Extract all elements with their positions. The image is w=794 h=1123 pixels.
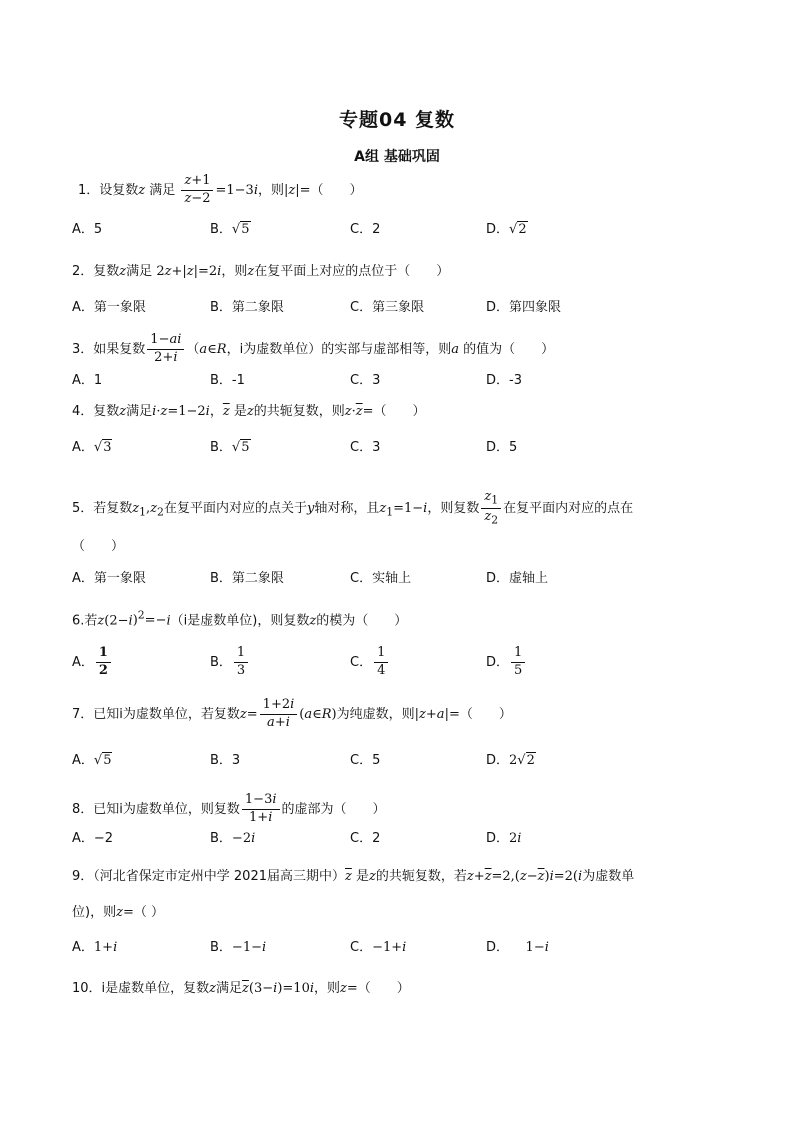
question-6: 6.若$z(2-i)^2=-i(i$是虚数单位)，则复数z的模为（ ）	[72, 609, 408, 629]
question-number: 4．	[72, 404, 94, 419]
option-a[interactable]: A．−2	[72, 831, 114, 846]
question-2: 2．复数z满足 2z+|z|=2i，则z在复平面上对应的点位于（ ）	[72, 264, 450, 279]
question-8-options	[72, 829, 732, 853]
option-b[interactable]: B．√5	[210, 222, 250, 237]
option-b[interactable]: B．第二象限	[210, 571, 284, 586]
question-8: 8．已知i为虚数单位，则复数 $\frac{1-3i}{1+i}$ 的虚部为（ ）	[72, 792, 386, 825]
question-6-options	[72, 645, 732, 678]
option-c[interactable]: C．实轴上	[350, 571, 412, 586]
question-1: 1．设复数z 满足 $\frac{z+1}{z-2}$ =1−3i，则|z|=（ ）	[78, 173, 363, 206]
option-b[interactable]: B．-1	[210, 373, 245, 388]
question-9: 9．（河北省保定市定州中学 2021届高三期中）$\overline{z}$ 是z的共轭复数，若$z+\overline{z}=2,(z-\overline{z})i=2(i$为虚数单	[72, 869, 635, 884]
option-c[interactable]: C．5	[350, 753, 381, 768]
question-number: 2．	[72, 264, 94, 279]
option-c[interactable]: C．3	[350, 440, 381, 455]
question-1-options	[72, 220, 732, 244]
option-d[interactable]: D．√2	[486, 222, 527, 237]
option-c[interactable]: C．3	[350, 373, 381, 388]
question-9-options	[72, 938, 732, 962]
option-a[interactable]: A．第一象限	[72, 571, 146, 586]
question-5-options	[72, 569, 732, 593]
option-b[interactable]: B．−2i	[210, 831, 256, 846]
option-a[interactable]: A．第一象限	[72, 300, 146, 315]
page-title: 专题04 复数	[338, 109, 456, 131]
question-7-options	[72, 751, 732, 775]
option-a[interactable]: A．√5	[72, 753, 112, 768]
option-a[interactable]: A．1	[72, 373, 103, 388]
option-b[interactable]: B．−1−i	[210, 940, 267, 955]
option-a[interactable]: A． $\frac{1}{2}$	[72, 646, 113, 679]
option-a[interactable]: A．1+i	[72, 940, 118, 955]
fraction: $\frac{1-ai}{2+i}$	[147, 333, 184, 366]
question-number: 9．	[72, 869, 94, 884]
question-5: 5．若复数$z_1,z_2$在复平面内对应的点关于y轴对称，且$z_1=1-i$，则复数 $\frac{z_1}{z_2}$ 在复平面内对应的点在	[72, 489, 634, 527]
question-number: 6.	[72, 613, 85, 629]
question-number: 10．	[72, 981, 102, 996]
option-b[interactable]: B．√5	[210, 440, 250, 455]
option-b[interactable]: B．第二象限	[210, 300, 284, 315]
option-c[interactable]: C．第三象限	[350, 300, 425, 315]
option-d[interactable]: D． 1−i	[486, 940, 549, 955]
fraction: $\frac{z+1}{z-2}$	[181, 174, 213, 207]
option-d[interactable]: D．2√2	[486, 753, 535, 768]
option-a[interactable]: A．5	[72, 222, 103, 237]
option-d[interactable]: D．虚轴上	[486, 571, 549, 586]
section-subtitle: A组 基础巩固	[354, 149, 440, 165]
option-c[interactable]: C．−1+i	[350, 940, 407, 955]
option-c[interactable]: C． $\frac{1}{4}$	[350, 646, 390, 679]
question-number: 5．	[72, 501, 94, 517]
option-d[interactable]: D． $\frac{1}{5}$	[486, 646, 527, 679]
option-d[interactable]: D．第四象限	[486, 300, 562, 315]
fraction: $\frac{1-3i}{1+i}$	[242, 793, 280, 826]
question-number: 1．	[78, 182, 100, 198]
question-number: 3．	[72, 341, 94, 357]
question-2-options	[72, 298, 732, 322]
option-b[interactable]: B． $\frac{1}{3}$	[210, 646, 250, 679]
fraction: $\frac{1+2i}{a+i}$	[260, 698, 298, 731]
question-4: 4．复数z满足i·z=1−2i，$\overline{z}$ 是z的共轭复数，则$z\cdot\overline{z}=$（ ）	[72, 404, 426, 419]
option-a[interactable]: A．√3	[72, 440, 112, 455]
fraction: $\frac{z_1}{z_2}$	[481, 490, 501, 527]
question-3: 3．如果复数 $\frac{1-ai}{2+i}$ （a∈R，i为虚数单位）的实部与虚部相等，则a 的值为（ ）	[72, 332, 555, 365]
option-d[interactable]: D．2i	[486, 831, 522, 846]
question-4-options	[72, 438, 732, 462]
question-5-answer-blank: （ ）	[72, 539, 125, 554]
option-c[interactable]: C．2	[350, 222, 381, 237]
option-d[interactable]: D．5	[486, 440, 518, 455]
question-9-continued: 位)，则z=（ ）	[72, 905, 164, 920]
question-3-options	[72, 371, 732, 395]
question-number: 7．	[72, 706, 94, 722]
option-b[interactable]: B．3	[210, 753, 241, 768]
option-c[interactable]: C．2	[350, 831, 381, 846]
question-number: 8．	[72, 801, 94, 817]
question-10: 10．i是虚数单位，复数z满足$\overline{z}(3-i)=10i$，则z=（ ）	[72, 981, 410, 996]
question-7: 7．已知i为虚数单位，若复数z= $\frac{1+2i}{a+i}$ (a∈R)为纯虚数，则|z+a|=（ ）	[72, 697, 512, 730]
option-d[interactable]: D．-3	[486, 373, 522, 388]
